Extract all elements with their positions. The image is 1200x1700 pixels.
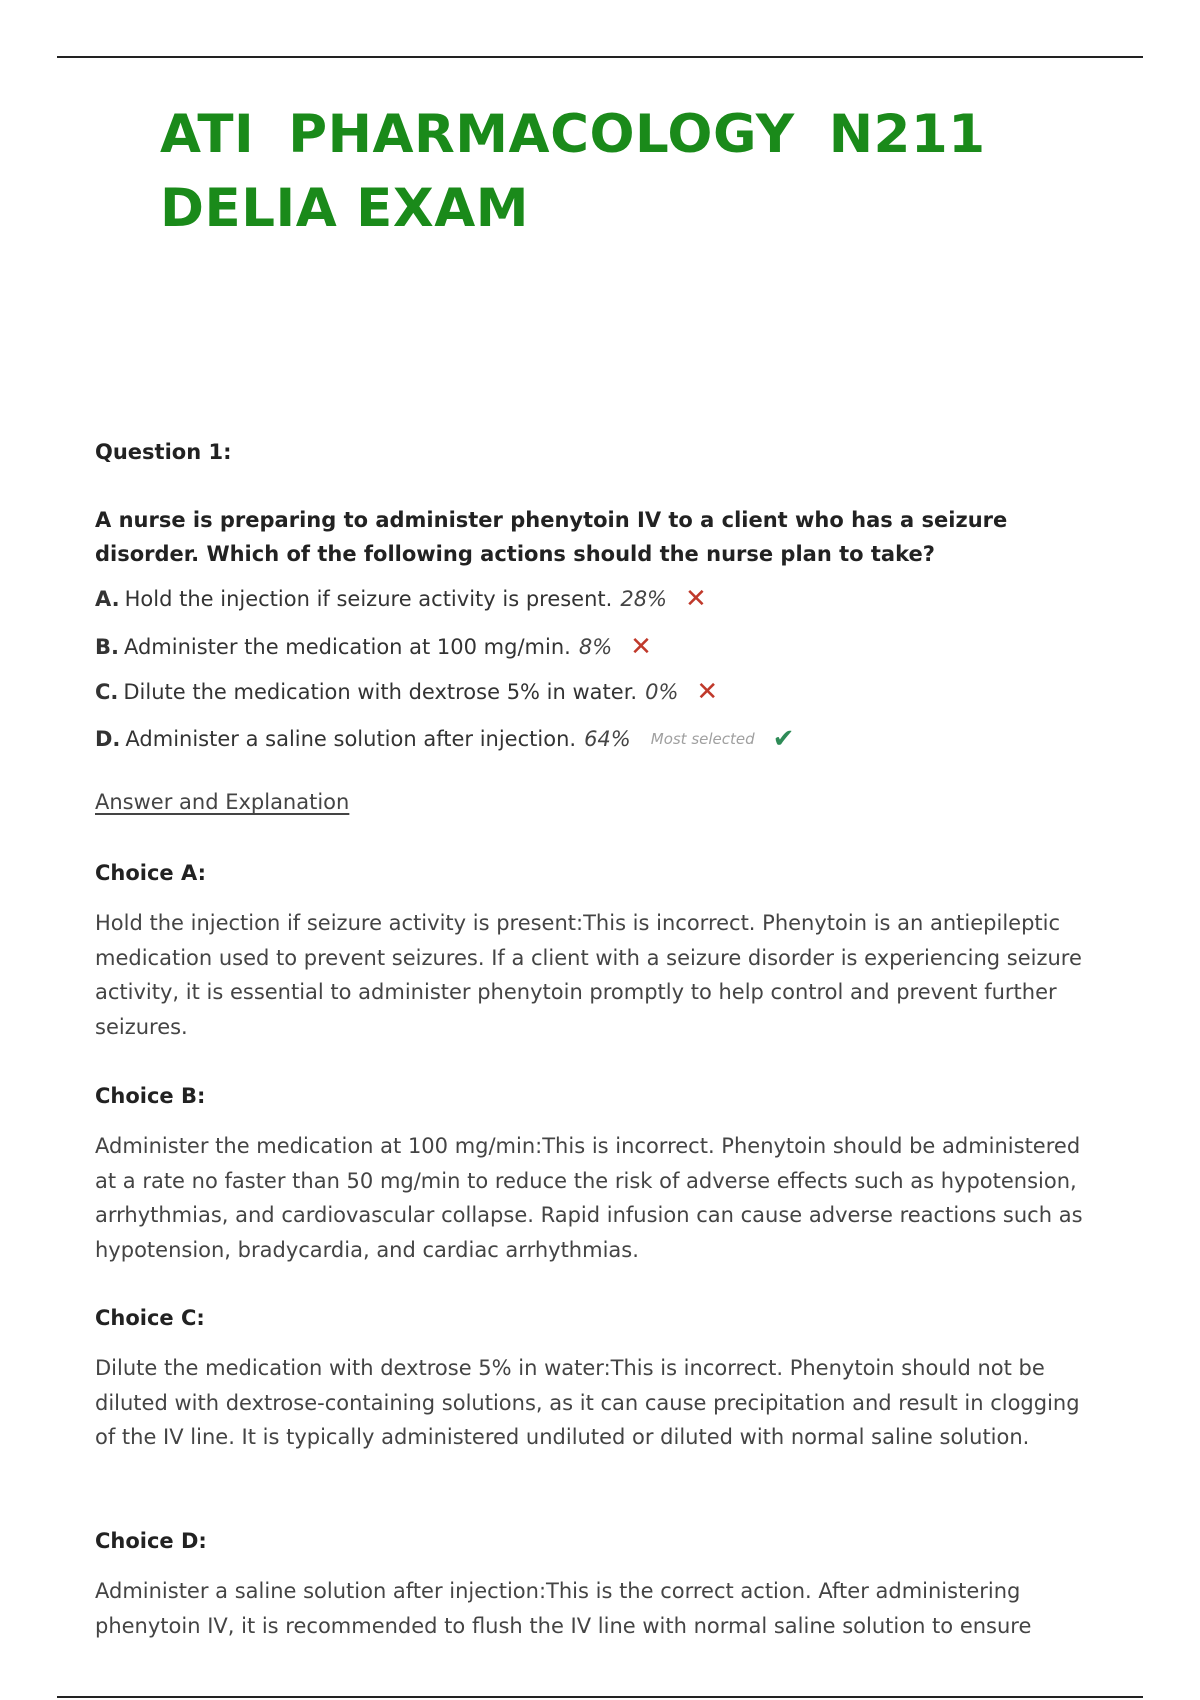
title-line-2: DELIA EXAM [160,178,529,239]
option-text: Administer the medication at 100 mg/min. [123,635,571,659]
document-title [160,98,1020,246]
choice-explanation: Administer the medication at 100 mg/min:This is incorrect. Phenytoin should be administered at a rate no faster than 50 mg/min to reduce the risk of adverse effects such as hypotension, arrhythmias, and cardiovascular collapse. Rapid infusion can cause adverse reactions such as hypotension, bradycardia, and cardiac arrhythmias. [95,1134,1083,1262]
option-text: Dilute the medication with dextrose 5% in water. [123,680,638,704]
choice-explanation: Administer a saline solution after injection:This is the correct action. After administering phenytoin IV, it is recommended to flush the IV line with normal saline solution to ensure [95,1579,1032,1638]
option-letter: D. [95,727,121,751]
answer-option[interactable] [95,586,707,612]
choice-heading: Choice B: [95,1084,206,1108]
answer-option[interactable] [95,634,652,660]
title-line-1 [160,98,1020,172]
close-icon: ✕ [696,677,719,707]
top-rule [57,56,1143,58]
option-percent: 28% [620,587,668,611]
title-word: PHARMACOLOGY [288,104,795,165]
most-selected-badge: Most selected [650,730,755,748]
choice-heading: Choice C: [95,1306,205,1330]
title-word: N211 [828,104,986,165]
question-text: A nurse is preparing to administer phenytoin IV to a client who has a seizure disorder. Which of the following actions should the nurse plan to take? [95,508,1008,566]
option-letter: B. [95,635,119,659]
option-letter: A. [95,587,120,611]
close-icon: ✕ [685,584,707,614]
title-word: ATI [160,104,255,165]
option-text: Hold the injection if seizure activity is present. [124,587,613,611]
option-percent: 8% [578,635,613,659]
answer-option[interactable] [95,726,794,752]
choice-explanation: Dilute the medication with dextrose 5% in water:This is incorrect. Phenytoin should not be diluted with dextrose-containing solutions, as it can cause precipitation and result in clogging of the IV line. It is typically administered undiluted or diluted with normal saline solution. [95,1356,1080,1449]
bottom-rule [57,1696,1143,1698]
choice-explanation: Hold the injection if seizure activity is present:This is incorrect. Phenytoin is an antiepileptic medication used to prevent seizures. If a client with a seizure disorder is experiencing seizure activity, it is essential to administer phenytoin promptly to help control and prevent further seizures. [95,911,1082,1039]
question-label: Question 1: [95,440,232,464]
choice-heading: Choice D: [95,1529,207,1553]
checkmark-icon: ✔ [772,724,795,754]
option-text: Administer a saline solution after injection. [125,727,577,751]
choice-heading: Choice A: [95,861,207,885]
option-percent: 0% [645,680,679,704]
answer-option[interactable] [95,679,718,705]
close-icon: ✕ [630,632,652,662]
option-percent: 64% [584,727,631,751]
option-letter: C. [95,680,119,704]
answer-explanation-link[interactable]: Answer and Explanation [95,790,350,814]
